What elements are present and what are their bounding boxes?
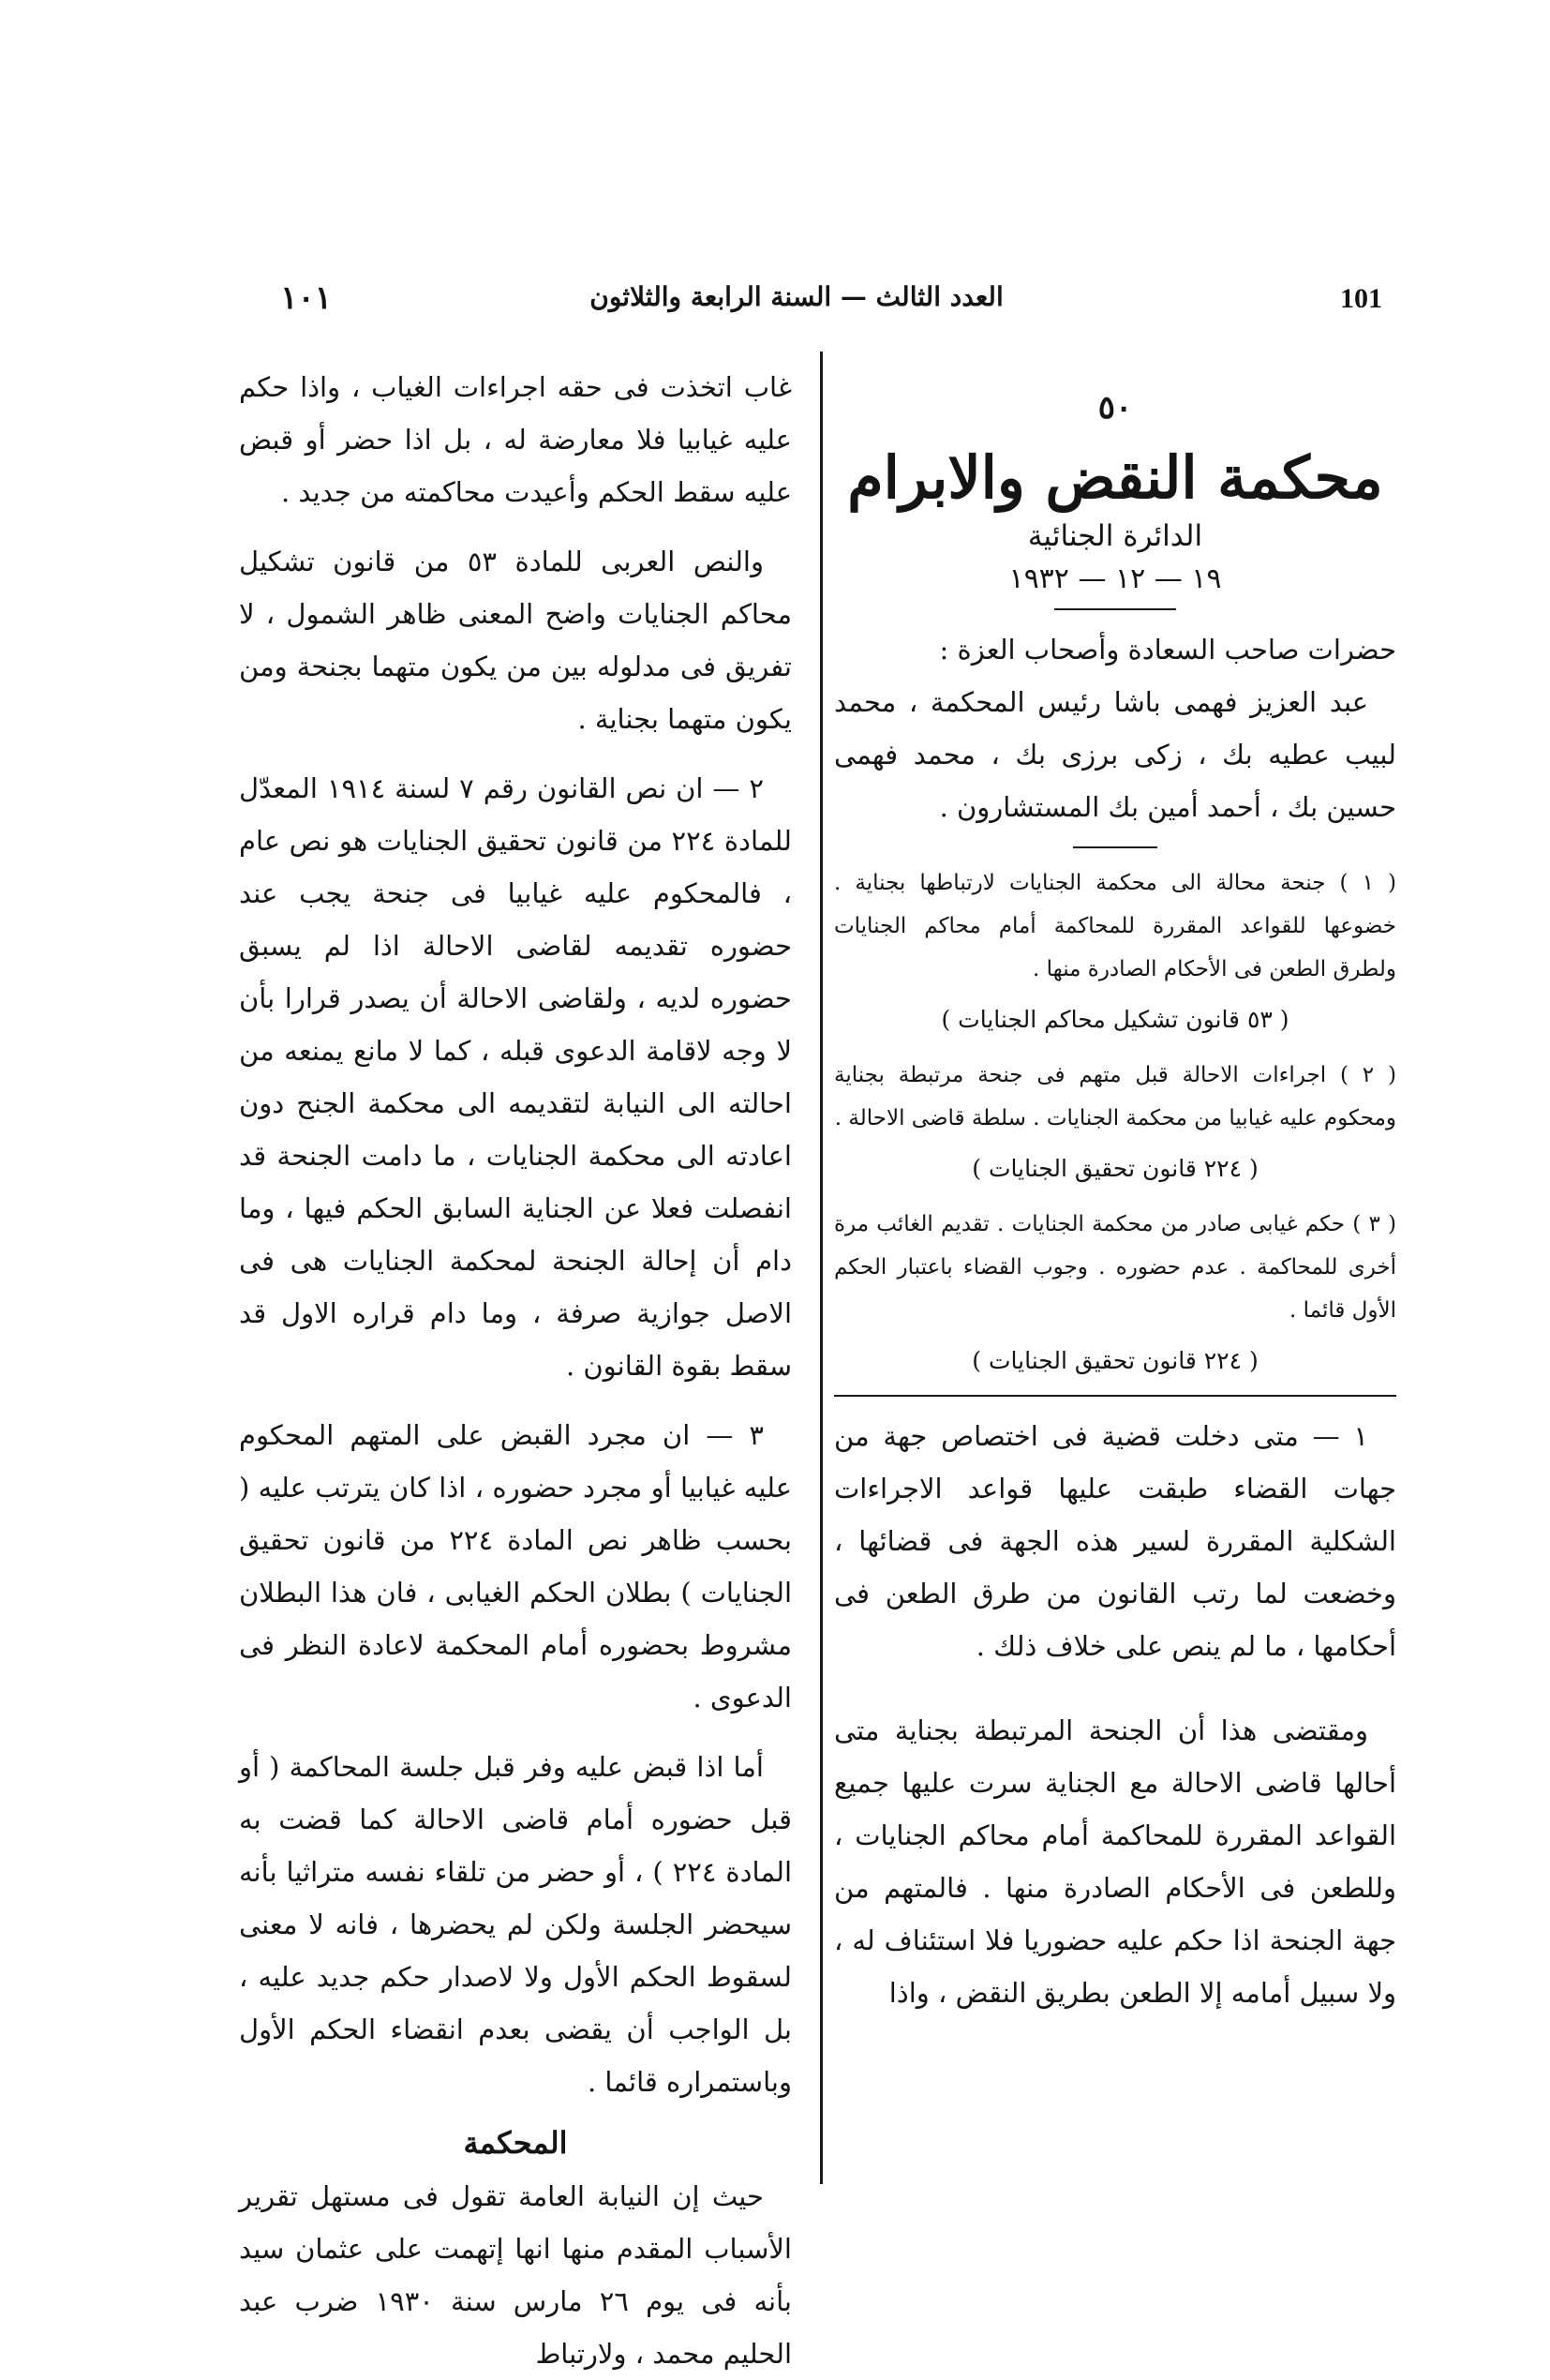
section-heading: المحكمة: [463, 2125, 568, 2161]
page-number-latin: 101: [1340, 283, 1382, 314]
left-column: [239, 361, 792, 2380]
headnote-2: ( ٢ ) اجراءات الاحالة قبل متهم فى جنحة مرتبطة بجناية ومحكوم عليه غيابيا من محكمة الجنايات . سلطة قاضى الاحالة .: [834, 1063, 1396, 1130]
column-divider: [820, 352, 823, 2184]
principle-3: ٣ — ان مجرد القبض على المتهم المحكوم عليه غيابيا أو مجرد حضوره ، اذا كان يترتب عليه ( بحسب ظاهر نص المادة ٢٢٤ من قانون تحقيق الجنايات ) بطلان الحكم الغيابى ، فان هذا البطلان مشروط بحضوره أمام المحكمة لاعادة النظر فى الدعوى .: [239, 1419, 792, 1714]
page-number-arabic: ١٠١: [280, 279, 332, 317]
headnote-1: ( ١ ) جنحة محالة الى محكمة الجنايات لارتباطها بجناية . خضوعها للقواعد المقررة للمحاكمة أمام محاكم الجنايات ولطرق الطعن فى الأحكام الصادرة منها .: [834, 871, 1396, 981]
headnote-3: ( ٣ ) حكم غيابى صادر من محكمة الجنايات . تقديم الغائب مرة أخرى للمحاكمة . عدم حضوره . وجوب القضاء باعتبار الحكم الأول قائما .: [834, 1212, 1397, 1323]
circuit-name: الدائرة الجنائية: [1027, 519, 1203, 553]
body-paragraph: والنص العربى للمادة ٥٣ من قانون تشكيل محاكم الجنايات واضح المعنى ظاهر الشمول ، لا تفريق فى مدلوله بين من يكون متهما بجنحة ومن يكون متهما بجناية .: [239, 546, 792, 735]
judgment-date: ١٩ — ١٢ — ١٩٣٢: [1008, 562, 1222, 595]
headnote-3-ref: ( ٢٢٤ قانون تحقيق الجنايات ): [972, 1347, 1259, 1374]
principle-1-continued: ومقتضى هذا أن الجنحة المرتبطة بجناية متى أحالها قاضى الاحالة مع الجناية سرت عليها جميع القواعد المقررة للمحاكمة أمام محاكم الجنايات ، وللطعن فى الأحكام الصادرة منها . فالمتهم من جهة الجنحة اذا حكم عليه حضوريا فلا استئناف له ، ولا سبيل أمامه إلا الطعن بطريق النقض ، واذا: [834, 1714, 1396, 2009]
principle-3-continued: أما اذا قبض عليه وفر قبل جلسة المحاكمة ( أو قبل حضوره أمام قاضى الاحالة كما قضت به المادة ٢٢٤ ) ، أو حضر من تلقاء نفسه متراثيا بأنه سيحضر الجلسة ولكن لم يحضرها ، فانه لا معنى لسقوط الحكم الأول ولا لاصدار حكم جديد عليه ، بل الواجب أن يقضى بعدم انقضاء الحكم الأول وباستمراره قائما .: [239, 1751, 792, 2098]
title-rule: [1054, 608, 1176, 610]
judges-list: عبد العزيز فهمى باشا رئيس المحكمة ، محمد لبيب عطيه بك ، زكى برزى بك ، محمد فهمى حسين بك ، أحمد أمين بك المستشارون .: [834, 686, 1396, 823]
running-title: العدد الثالث — السنة الرابعة والثلاثون: [589, 281, 1004, 312]
case-number: ٥٠: [1097, 389, 1133, 427]
principle-1: ١ — متى دخلت قضية فى اختصاص جهة من جهات القضاء طبقت عليها قواعد الاجراءات الشكلية المقررة لسير هذه الجهة فى قضائها ، وخضعت لما رتب القانون من طرق الطعن فى أحكامها ، ما لم ينص على خلاف ذلك .: [834, 1420, 1396, 1662]
right-column: [834, 389, 1396, 2019]
court-name: محكمة النقض والابرام: [847, 443, 1383, 512]
running-header: [0, 279, 1550, 326]
headnote-2-ref: ( ٢٢٤ قانون تحقيق الجنايات ): [972, 1155, 1259, 1182]
headnote-1-ref: ( ٥٣ قانون تشكيل محاكم الجنايات ): [941, 1006, 1289, 1033]
headnotes-rule: [834, 1395, 1396, 1397]
judges-rule: [1073, 846, 1157, 848]
presence-line: حضرات صاحب السعادة وأصحاب العزة :: [939, 634, 1396, 666]
body-paragraph: غاب اتخذت فى حقه اجراءات الغياب ، واذا حكم عليه غيابيا فلا معارضة له ، بل اذا حضر أو قبض عليه سقط الحكم وأعيدت محاكمته من جديد .: [239, 371, 792, 508]
principle-2: ٢ — ان نص القانون رقم ٧ لسنة ١٩١٤ المعدّل للمادة ٢٢٤ من قانون تحقيق الجنايات هو نص عام ، فالمحكوم عليه غيابيا فى جنحة يجب عند حضوره تقديمه لقاضى الاحالة اذا لم يسبق حضوره لديه ، ولقاضى الاحالة أن يصدر قرارا بأن لا وجه لاقامة الدعوى قبله ، كما لا مانع يمنعه من احالته الى النيابة لتقديمه الى محكمة الجنح دون اعادته الى محكمة الجنايات ، ما دامت الجنحة قد انفصلت فعلا عن الجناية السابق الحكم فيها ، وما دام أن إحالة الجنحة لمحكمة الجنايات هى فى الاصل جوازية صرفة ، وما دام قراره الاول قد سقط بقوة القانون .: [239, 772, 792, 1382]
ruling-text: حيث إن النيابة العامة تقول فى مستهل تقرير الأسباب المقدم منها انها إتهمت على عثمان سيد بأنه فى يوم ٢٦ مارس سنة ١٩٣٠ ضرب عبد الحليم محمد ، ولارتباط: [239, 2180, 792, 2370]
